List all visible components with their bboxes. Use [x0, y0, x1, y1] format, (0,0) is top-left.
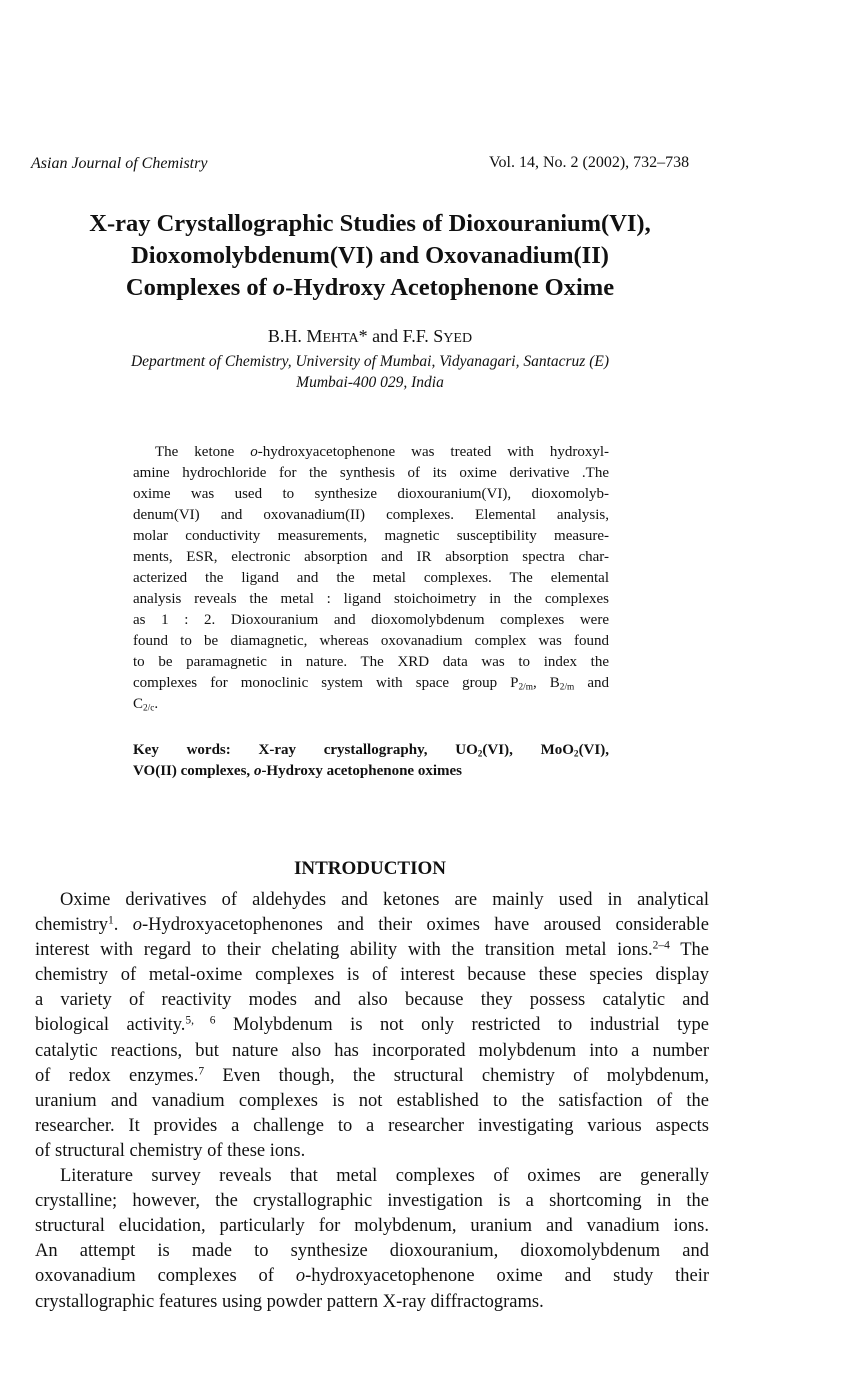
- body-text: [35, 888, 709, 1315]
- body-line: chemistry$^1$. o-Hydroxyacetophenones and their oximes have aroused considerable: [35, 914, 709, 936]
- abstract-line: complexes for monoclinic system with space group $P_{2/m}$, $B_{2/m}$ and: [133, 675, 609, 693]
- abstract-line: oxime was used to synthesize dioxouranium(VI), dioxomolyb-: [133, 486, 609, 502]
- body-line: interest with regard to their chelating ability with the transition metal ions.$^{2-4}$ The: [35, 939, 709, 961]
- journal-name: Asian Journal of Chemistry: [31, 155, 208, 172]
- body-line: researcher. It provides a challenge to a researcher investigating various aspects: [35, 1115, 709, 1136]
- abstract-line: acterized the ligand and the metal complexes. The elemental: [133, 570, 609, 586]
- keywords: [133, 740, 609, 782]
- abstract-line: as 1 : 2. Dioxouranium and dioxomolybdenum complexes were: [133, 612, 609, 628]
- body-line: a variety of reactivity modes and also because they possess catalytic and: [35, 990, 709, 1011]
- abstract-line: denum(VI) and oxovanadium(II) complexes. Elemental analysis,: [133, 507, 609, 523]
- body-line: biological activity.$^{5, 6}$ Molybdenum is not only restricted to industrial type: [35, 1015, 710, 1036]
- abstract: [133, 442, 609, 715]
- body-line: crystallographic features using powder pattern X-ray diffractograms.: [35, 1291, 544, 1312]
- body-line: crystalline; however, the crystallographic investigation is a shortcoming in the: [35, 1191, 709, 1212]
- body-line: oxovanadium complexes of o-hydroxyacetophenone oxime and study their: [35, 1266, 709, 1287]
- keywords-line: VO(II) complexes, o-Hydroxy acetophenone oximes: [133, 763, 462, 779]
- body-line: structural elucidation, particularly for molybdenum, uranium and vanadium ions.: [35, 1216, 709, 1237]
- title-line: Complexes of o-Hydroxy Acetophenone Oxime: [125, 274, 615, 301]
- body-line: chemistry of metal-oxime complexes is of interest because these species display: [35, 965, 709, 986]
- volume-info: Vol. 14, No. 2 (2002), 732–738: [489, 154, 690, 171]
- keywords-line: Key words: X-ray crystallography, $UO_2(VI)$, MoO$_2$(VI),: [133, 742, 609, 760]
- body-line: Oxime derivatives of aldehydes and ketones are mainly used in analytical: [60, 890, 709, 910]
- body-line: Literature survey reveals that metal complexes of oximes are generally: [60, 1166, 709, 1187]
- abstract-line: amine hydrochloride for the synthesis of its oxime derivative .The: [133, 465, 609, 481]
- abstract-line: The ketone o-hydroxyacetophenone was treated with hydroxyl-: [155, 444, 609, 460]
- abstract-line: $C_{2/c}$.: [133, 696, 159, 714]
- abstract-line: to be paramagnetic in nature. The XRD data was to index the: [133, 654, 609, 670]
- body-line: An attempt is made to synthesize dioxouranium, dioxomolybdenum and: [35, 1241, 709, 1262]
- section-heading: INTRODUCTION: [293, 858, 447, 879]
- paper-title: [30, 208, 710, 304]
- body-line: uranium and vanadium complexes is not established to the satisfaction of the: [35, 1090, 709, 1111]
- title-line: X-ray Crystallographic Studies of Dioxouranium(VI),: [89, 210, 651, 237]
- abstract-line: found to be diamagnetic, whereas oxovanadium complex was found: [133, 633, 609, 649]
- affiliation-line: Mumbai-400 029, India: [296, 374, 444, 391]
- affiliation: [30, 351, 710, 393]
- abstract-line: ments, ESR, electronic absorption and IR absorption spectra char-: [133, 549, 609, 565]
- abstract-line: analysis reveals the metal : ligand stoichoimetry in the complexes: [133, 591, 609, 607]
- title-line: Dioxomolybdenum(VI) and Oxovanadium(II): [131, 242, 609, 269]
- body-line: of structural chemistry of these ions.: [35, 1140, 306, 1161]
- body-line: of redox enzymes.$^7$ Even though, the structural chemistry of molybdenum,: [35, 1065, 709, 1086]
- body-line: catalytic reactions, but nature also has incorporated molybdenum into a number: [35, 1040, 709, 1061]
- abstract-line: molar conductivity measurements, magnetic susceptibility measure-: [133, 528, 609, 544]
- authors: B.H. MEHTA* and F.F. SYED: [267, 326, 473, 346]
- affiliation-line: Department of Chemistry, University of Mumbai, Vidyanagari, Santacruz (E): [130, 353, 609, 370]
